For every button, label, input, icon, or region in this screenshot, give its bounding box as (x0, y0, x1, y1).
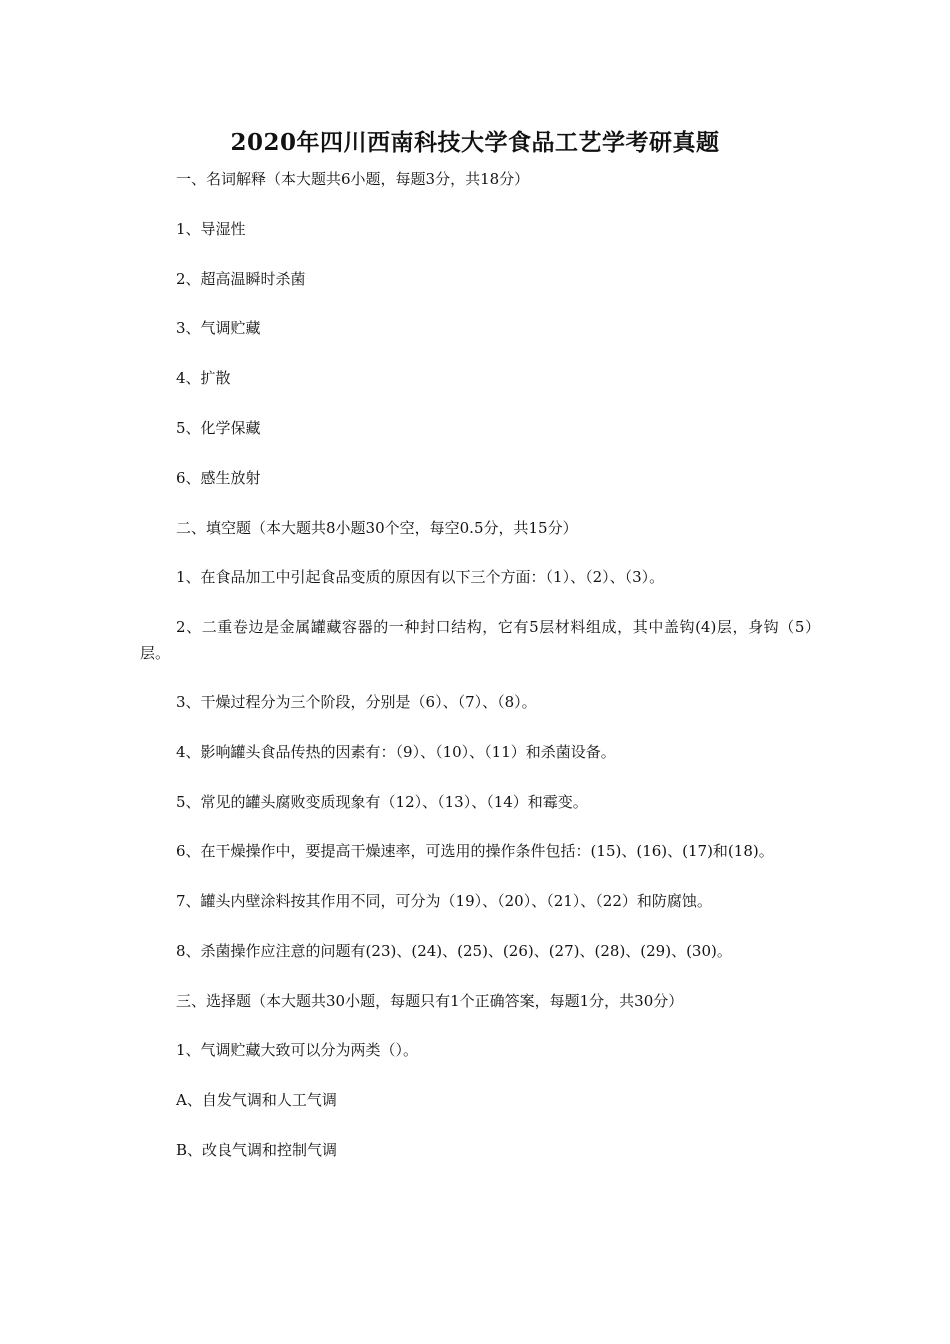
question-item: 2、超高温瞬时杀菌 (176, 270, 306, 288)
question-item: 1、气调贮藏大致可以分为两类（）。 (176, 1041, 419, 1059)
question-item: 3、干燥过程分为三个阶段，分别是（6）、（7）、（8）。 (176, 693, 537, 711)
question-item: 8、杀菌操作应注意的问题有(23)、(24)、(25)、(26)、(27)、(28)、(29)、(30)。 (176, 942, 732, 960)
question-item: 6、感生放射 (176, 469, 261, 487)
question-item: 7、罐头内壁涂料按其作用不同，可分为（19）、（20）、（21）、（22）和防腐蚀。 (176, 892, 712, 910)
question-item: 6、在干燥操作中，要提高干燥速率，可选用的操作条件包括：(15)、(16)、(17)和(18)。 (176, 842, 774, 860)
section-heading-multiple-choice: 三、选择题（本大题共30小题，每题只有1个正确答案，每题1分，共30分） (176, 992, 684, 1010)
answer-option: B、改良气调和控制气调 (176, 1141, 338, 1159)
question-item: 2、二重卷边是金属罐藏容器的一种封口结构，它有5层材料组成，其中盖钩(4)层，身钩（5）层。 (140, 618, 820, 662)
document-title: 2020年四川西南科技大学食品工艺学考研真题 (230, 129, 720, 156)
question-item: 4、扩散 (176, 369, 231, 387)
question-item: 3、气调贮藏 (176, 319, 261, 337)
question-item: 1、导湿性 (176, 220, 246, 238)
question-item: 5、常见的罐头腐败变质现象有（12）、（13）、（14）和霉变。 (176, 793, 588, 811)
question-item: 1、在食品加工中引起食品变质的原因有以下三个方面：（1）、（2）、（3）。 (176, 568, 665, 586)
answer-option: A、自发气调和人工气调 (176, 1091, 337, 1109)
section-heading-definitions: 一、名词解释（本大题共6小题，每题3分，共18分） (176, 170, 530, 188)
question-item: 4、影响罐头食品传热的因素有：（9）、（10）、（11）和杀菌设备。 (176, 743, 616, 761)
section-heading-fill-blank: 二、填空题（本大题共8小题30个空，每空0.5分，共15分） (176, 519, 578, 537)
question-item: 5、化学保藏 (176, 419, 261, 437)
